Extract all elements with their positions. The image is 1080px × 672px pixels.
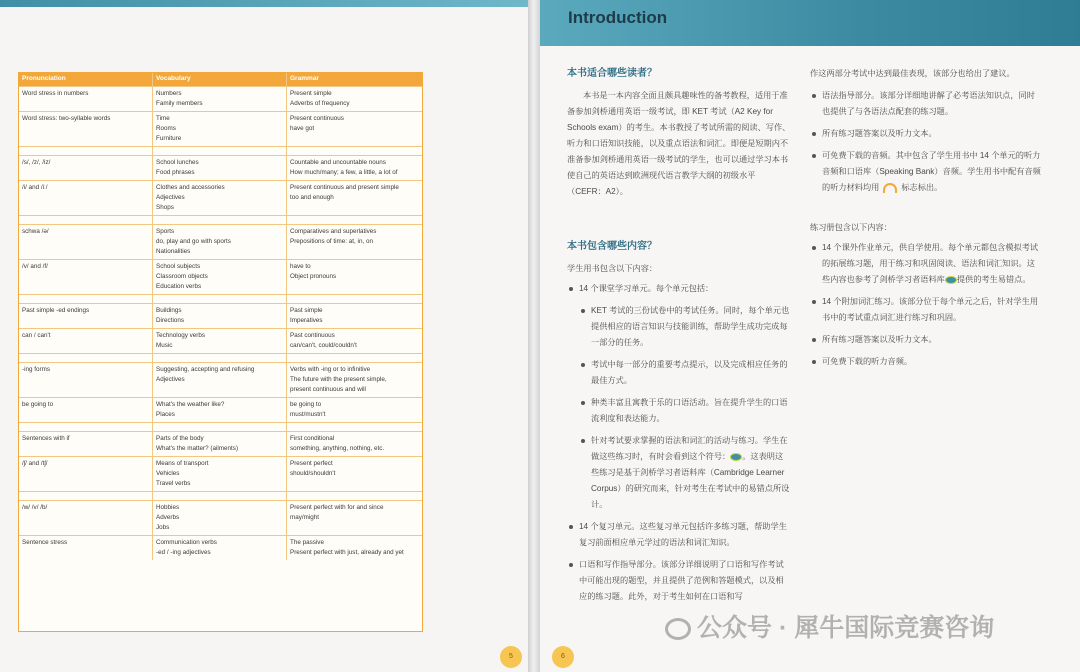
table-cell xyxy=(19,457,153,491)
continued-text: 作这两部分考试中达到最佳表现，该部分也给出了建议。 xyxy=(810,69,1015,78)
list-item: 可免费下载的听力音频。 xyxy=(810,354,1042,370)
table-row xyxy=(19,180,422,215)
cell-line: Time xyxy=(156,115,170,122)
table-cell xyxy=(287,501,422,535)
cell-line: be going to xyxy=(22,401,54,408)
table-cell xyxy=(153,112,287,146)
cell-line: /v/ and /f/ xyxy=(22,263,48,270)
cell-line: Verbs with -ing or to infinitive xyxy=(290,366,371,373)
cell-line: Parts of the body xyxy=(156,435,204,442)
cell-line: Jobs xyxy=(156,524,170,531)
cell-line: Vehicles xyxy=(156,470,180,477)
corpus-eye-icon xyxy=(730,453,742,461)
watermark xyxy=(665,608,994,644)
table-cell xyxy=(19,156,153,180)
cell-line: The passive xyxy=(290,539,324,546)
table-spacer-row xyxy=(19,422,422,431)
list-item: 考试中每一部分的重要考点提示，以及完成相应任务的最佳方式。 xyxy=(579,357,791,389)
table-row xyxy=(19,397,422,422)
cell-line: School subjects xyxy=(156,263,201,270)
cell-line: Sentences with if xyxy=(22,435,70,442)
cell-line: How much/many; a few, a little, a lot of xyxy=(290,169,398,176)
cell-line: Sentence stress xyxy=(22,539,68,546)
workbook-intro: 练习册包含以下内容： xyxy=(810,223,892,232)
cell-line: First conditional xyxy=(290,435,335,442)
cell-line: Present simple xyxy=(290,90,332,97)
table-row xyxy=(19,328,422,353)
list-item xyxy=(810,148,1042,196)
cell-line: Present perfect xyxy=(290,460,333,467)
wechat-icon xyxy=(665,618,691,640)
cell-line: Places xyxy=(156,411,175,418)
table-cell xyxy=(19,112,153,146)
table-cell xyxy=(287,457,422,491)
header-grammar: Grammar xyxy=(290,75,319,82)
cell-line: Directions xyxy=(156,317,184,324)
cell-line: Word stress in numbers xyxy=(22,90,89,97)
table-cell xyxy=(19,329,153,353)
cell-line: be going to xyxy=(290,401,322,408)
cell-line: Education verbs xyxy=(156,283,202,290)
list-item: KET 考试的三份试卷中的考试任务。同时，每个单元也提供相应的语言知识与技能训练，帮助学生成功完成每一部分的任务。 xyxy=(579,303,791,351)
cell-line: Buildings xyxy=(156,307,182,314)
table-row xyxy=(19,362,422,397)
list-item-text: 14 个课外作业单元，供自学使用。每个单元都包含模拟考试的拓展练习题，用于练习和巩固阅读、语法和词汇知识。这些内容也参考了剑桥学习者语料库 xyxy=(822,243,1039,284)
table-cell xyxy=(153,536,287,560)
cell-line: /ʃ/ and /tʃ/ xyxy=(22,460,48,467)
cell-line: have got xyxy=(290,125,315,132)
table-cell xyxy=(153,216,287,224)
table-cell xyxy=(153,329,287,353)
list-item: 语法指导部分。该部分详细地讲解了必考语法知识点，同时也提供了与各语法点配套的练习题。 xyxy=(810,88,1042,120)
list-item-text: 可免费下载的音频。其中包含了学生用书中 14 个单元的听力音频和口语库（Speaking Bank）音频。学生用书中配有音频的听力材料均用 xyxy=(822,151,1041,192)
page-number-left: 5 xyxy=(500,646,522,668)
table-cell xyxy=(19,398,153,422)
table-row xyxy=(19,456,422,491)
contents-intro: 学生用书包含以下内容： xyxy=(567,264,658,273)
list-item: 14 个课堂学习单元。每个单元包括： xyxy=(567,281,791,297)
cell-line: do, play and go with sports xyxy=(156,238,231,245)
headphones-icon xyxy=(883,183,897,193)
list-item: 口语和写作指导部分。该部分详细说明了口语和写作考试中可能出现的题型，并且提供了范例和答题模式，以及相应的练习题。此外，对于考生如何在口语和写 xyxy=(567,557,791,605)
cell-line: Clothes and accessories xyxy=(156,184,225,191)
table-spacer-row xyxy=(19,353,422,362)
cell-line: Sports xyxy=(156,228,175,235)
cell-line: schwa /ə/ xyxy=(22,228,49,235)
cell-line: must/mustn't xyxy=(290,411,326,418)
cell-line: can/can't, could/couldn't xyxy=(290,342,357,349)
table-cell xyxy=(19,492,153,500)
table-cell xyxy=(287,225,422,259)
table-cell xyxy=(153,501,287,535)
section-heading-contents: 本书包含哪些内容？ xyxy=(567,241,657,252)
cell-line: Hobbies xyxy=(156,504,180,511)
cell-line: Classroom objects xyxy=(156,273,208,280)
table-spacer-row xyxy=(19,146,422,155)
table-cell xyxy=(287,363,422,397)
cell-line: Travel verbs xyxy=(156,480,191,487)
cell-line: Music xyxy=(156,342,173,349)
table-cell xyxy=(287,354,422,362)
table-cell xyxy=(287,536,422,560)
table-cell xyxy=(19,87,153,111)
cell-line: Communication verbs xyxy=(156,539,217,546)
table-cell xyxy=(153,432,287,456)
cell-line: Family members xyxy=(156,100,203,107)
list-item: 14 个复习单元。这些复习单元包括许多练习题，帮助学生复习前面相应单元学过的语法和词汇知识。 xyxy=(567,519,791,551)
top-band xyxy=(0,0,528,7)
cell-line: /i/ and /iː/ xyxy=(22,184,48,191)
table-cell xyxy=(19,295,153,303)
cell-line: Rooms xyxy=(156,125,176,132)
page-title: Introduction xyxy=(568,8,668,27)
table-header xyxy=(19,73,422,86)
cell-line: Furniture xyxy=(156,135,182,142)
table-cell xyxy=(19,216,153,224)
table-cell xyxy=(287,329,422,353)
cell-line: Suggesting, accepting and refusing xyxy=(156,366,255,373)
table-cell xyxy=(19,147,153,155)
table-cell xyxy=(287,147,422,155)
table-cell xyxy=(153,363,287,397)
table-row xyxy=(19,535,422,560)
cell-line: should/shouldn't xyxy=(290,470,336,477)
table-cell xyxy=(287,216,422,224)
section-body-readers: 本书是一本内容全面且颇具趣味性的备考教程，适用于准备参加剑桥通用英语一级考试，即 KET 考试（A2 Key for Schools exam）的考生。本书教授了考试所需的阅读、写作、听力和口语知识技能，以及重点语法和词汇。即便是短期内不准备参加剑桥通用英语一级考试的学生，也可以通过学习本书使自己的英语达到欧洲现代语言教学大纲的初级水平（CEFR：A2）。 xyxy=(567,91,791,196)
cell-line: Food phrases xyxy=(156,169,195,176)
cell-line: Adverbs xyxy=(156,514,180,521)
list-item: 14 个附加词汇练习。该部分位于每个单元之后，针对学生用书中的考试重点词汇进行练习和巩固。 xyxy=(810,294,1042,326)
table-cell xyxy=(287,295,422,303)
cell-line: Adjectives xyxy=(156,194,185,201)
table-cell xyxy=(19,536,153,560)
cell-line: What's the weather like? xyxy=(156,401,225,408)
table-cell xyxy=(19,501,153,535)
table-cell xyxy=(287,112,422,146)
cell-line: may/might xyxy=(290,514,320,521)
table-cell xyxy=(153,457,287,491)
list-item: 所有练习题答案以及听力文本。 xyxy=(810,126,1042,142)
table-cell xyxy=(287,432,422,456)
table-cell xyxy=(19,354,153,362)
book-gutter xyxy=(528,0,540,672)
list-item-text: 提供的考生易错点。 xyxy=(956,275,1031,284)
cell-line: Shops xyxy=(156,204,174,211)
cell-line: School lunches xyxy=(156,159,199,166)
column-left xyxy=(567,66,791,611)
table-row xyxy=(19,431,422,456)
table-cell xyxy=(153,398,287,422)
table-cell xyxy=(153,260,287,294)
table-cell xyxy=(153,304,287,328)
cell-line: -ing forms xyxy=(22,366,50,373)
cell-line: Numbers xyxy=(156,90,182,97)
table-row xyxy=(19,303,422,328)
cell-line: Prepositions of time: at, in, on xyxy=(290,238,373,245)
cell-line: -ed / -ing adjectives xyxy=(156,549,211,556)
cell-line: something, anything, nothing, etc. xyxy=(290,445,385,452)
corpus-eye-icon xyxy=(945,276,957,284)
header-pronunciation: Pronunciation xyxy=(19,73,153,86)
cell-line: Past continuous xyxy=(290,332,335,339)
table-cell xyxy=(19,423,153,431)
cell-line: Adverbs of frequency xyxy=(290,100,350,107)
cell-line: Present continuous and present simple xyxy=(290,184,399,191)
list-item-text: 。这表明这些练习是基于剑桥学习者语料库（Cambridge Learner Corpus）的研究而来，针对考生在考试中的易错点所设计。 xyxy=(591,452,790,509)
cell-line: have to xyxy=(290,263,311,270)
table-cell xyxy=(153,423,287,431)
table-row xyxy=(19,155,422,180)
list-item xyxy=(579,433,791,513)
right-page xyxy=(540,0,1080,672)
table-spacer-row xyxy=(19,215,422,224)
section-heading-readers: 本书适合哪些读者？ xyxy=(567,68,657,79)
cell-line: can / can't xyxy=(22,332,51,339)
table-row xyxy=(19,500,422,535)
syllabus-table xyxy=(18,72,423,632)
table-cell xyxy=(287,181,422,215)
table-row xyxy=(19,259,422,294)
list-item xyxy=(810,240,1042,288)
table-row xyxy=(19,111,422,146)
table-cell xyxy=(153,181,287,215)
table-cell xyxy=(19,181,153,215)
table-cell xyxy=(153,156,287,180)
cell-line: present continuous and will xyxy=(290,386,366,393)
cell-line: Present continuous xyxy=(290,115,344,122)
column-right xyxy=(810,66,1042,376)
table-cell xyxy=(19,260,153,294)
cell-line: Imperatives xyxy=(290,317,323,324)
header-vocabulary: Vocabulary xyxy=(153,73,287,86)
table-cell xyxy=(153,225,287,259)
table-spacer-row xyxy=(19,491,422,500)
table-cell xyxy=(287,398,422,422)
cell-line: /s/, /z/, /iz/ xyxy=(22,159,51,166)
cell-line: Means of transport xyxy=(156,460,209,467)
table-cell xyxy=(153,492,287,500)
cell-line: Present perfect with for and since xyxy=(290,504,384,511)
table-cell xyxy=(287,492,422,500)
table-body xyxy=(19,86,422,560)
cell-line: Adjectives xyxy=(156,376,185,383)
table-cell xyxy=(19,225,153,259)
table-cell xyxy=(19,304,153,328)
list-item: 所有练习题答案以及听力文本。 xyxy=(810,332,1042,348)
cell-line: too and enough xyxy=(290,194,334,201)
cell-line: Past simple -ed endings xyxy=(22,307,90,314)
table-row xyxy=(19,224,422,259)
table-cell xyxy=(287,260,422,294)
table-cell xyxy=(287,156,422,180)
cell-line: Present perfect with just, already and yet xyxy=(290,549,404,556)
cell-line: What's the matter? (ailments) xyxy=(156,445,239,452)
cell-line: Technology verbs xyxy=(156,332,206,339)
cell-line: Past simple xyxy=(290,307,323,314)
list-item: 种类丰富且寓教于乐的口语活动。旨在提升学生的口语流利度和表达能力。 xyxy=(579,395,791,427)
table-cell xyxy=(287,304,422,328)
table-cell xyxy=(287,423,422,431)
table-cell xyxy=(153,295,287,303)
table-cell xyxy=(19,432,153,456)
cell-line: Word stress: two-syllable words xyxy=(22,115,111,122)
table-cell xyxy=(19,363,153,397)
table-spacer-row xyxy=(19,294,422,303)
cell-line: The future with the present simple, xyxy=(290,376,387,383)
table-row xyxy=(19,86,422,111)
table-cell xyxy=(153,354,287,362)
list-item-text: 针对考试要求掌握的语法和词汇的活动与练习。学生在做这些练习时，有时会看到这个符号： xyxy=(591,436,788,461)
list-item-text: 标志标出。 xyxy=(901,183,943,192)
page-number-right: 6 xyxy=(552,646,574,668)
cell-line: Object pronouns xyxy=(290,273,337,280)
table-cell xyxy=(153,147,287,155)
cell-line: Comparatives and superlatives xyxy=(290,228,377,235)
table-cell xyxy=(153,87,287,111)
cell-line: Nationalities xyxy=(156,248,191,255)
cell-line: /w/ /v/ /b/ xyxy=(22,504,48,511)
table-cell xyxy=(287,87,422,111)
left-page xyxy=(0,0,528,672)
watermark-text: 公众号 · 犀牛国际竞赛咨询 xyxy=(697,614,995,642)
cell-line: Countable and uncountable nouns xyxy=(290,159,386,166)
